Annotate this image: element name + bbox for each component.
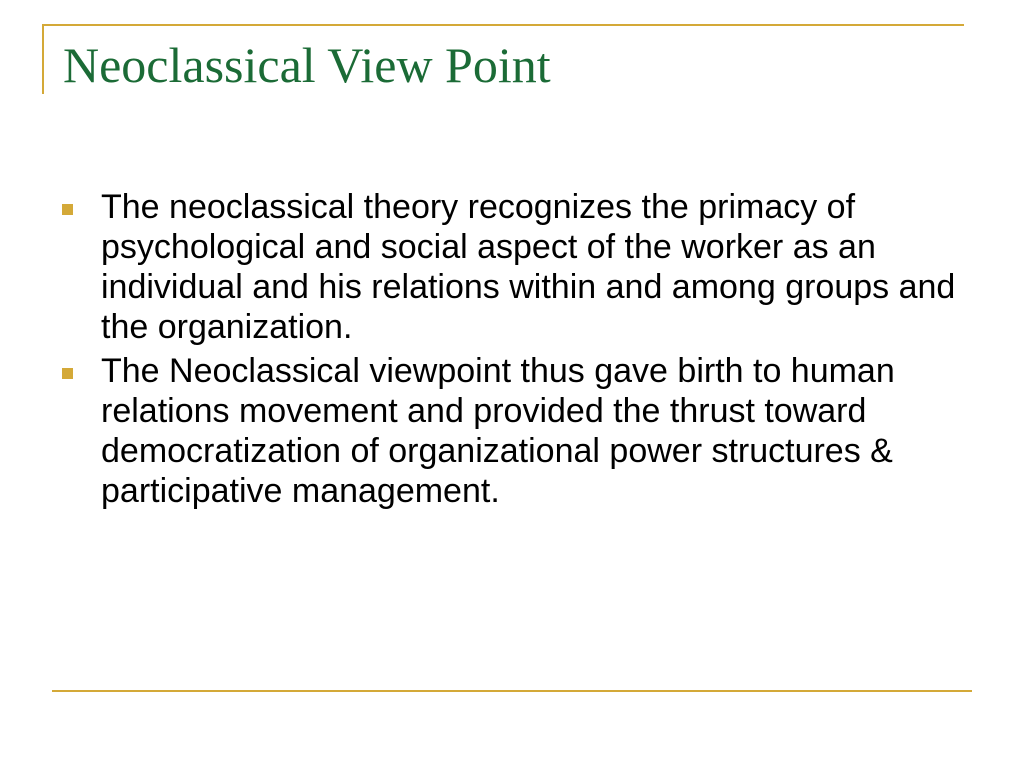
bullet-list [62, 187, 962, 515]
bullet-text: The neoclassical theory recognizes the primacy of psychological and social aspect of the worker as an individual and his relations within and among groups and the organization. [101, 188, 956, 346]
square-bullet-icon [62, 204, 73, 215]
bottom-divider-line [52, 690, 972, 692]
left-accent-line [42, 24, 44, 94]
top-divider-line [42, 24, 964, 26]
square-bullet-icon [62, 368, 73, 379]
bullet-item [62, 351, 962, 511]
bullet-item [62, 187, 962, 347]
slide-title: Neoclassical View Point [63, 37, 551, 93]
bullet-text: The Neoclassical viewpoint thus gave birth to human relations movement and provided the thrust toward democratization of organizational power structures & participative management. [101, 352, 895, 510]
